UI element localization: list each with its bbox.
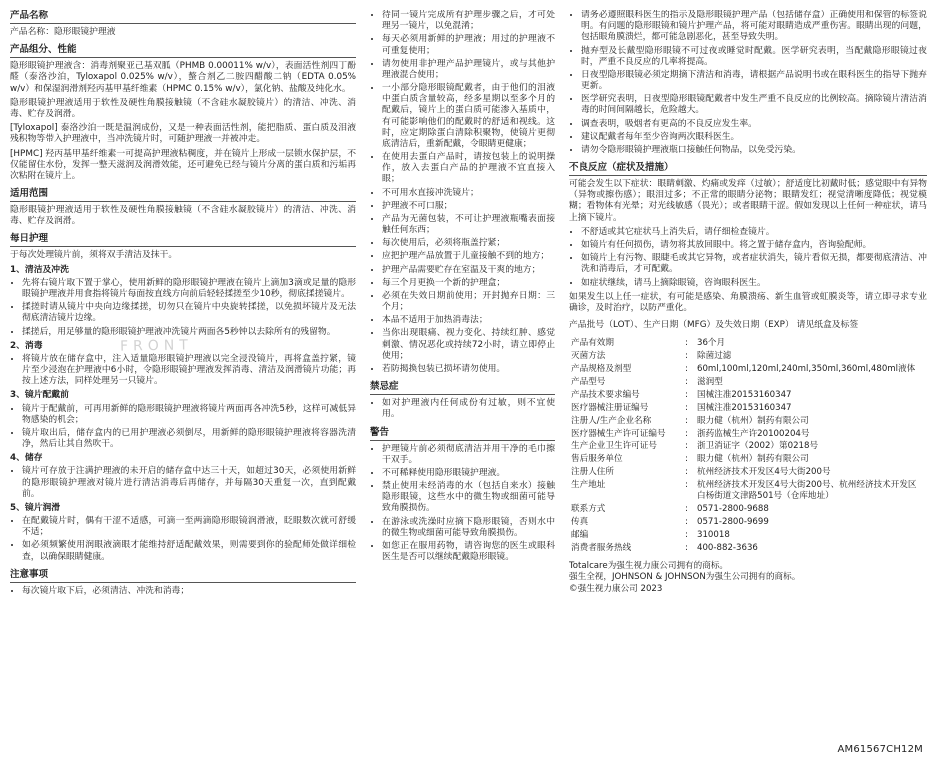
info-separator: :: [685, 454, 688, 465]
info-label: 消费者服务热线: [571, 542, 632, 553]
notes-item-9: • 产品为无菌包装，不可让护理液瓶嘴表面接触任何东西；: [382, 214, 555, 236]
info-label: 传真: [571, 516, 589, 527]
adverse-list: [569, 227, 927, 289]
contraindications-list: [370, 398, 555, 420]
notes-item-15: • 本品不适用于加热消毒法；: [382, 315, 555, 326]
contraindications-item-1: • 如对护理液内任何成份有过敏，则不宜使用。: [382, 398, 555, 420]
info-row: [569, 466, 927, 479]
info-separator: :: [685, 428, 688, 439]
info-label: 灭菌方法: [571, 351, 606, 362]
right-intro-item-5: • 调查表明，吸烟者有更高的不良反应发生率。: [581, 119, 927, 130]
adverse-paragraph: 可能会发生以下症状：眼睛刺激、灼痛或发痒（过敏）；舒适度比初戴时低；感觉眼中有异物（异物或擦伤感）；眼泪过多；不正常的眼睛分泌物；眼睛发红；视觉清晰度降低；视觉模糊；看物体有光晕；对光线敏感（畏光）；或者眼睛干涩。假如发现以上任何一种症状，请马上摘下镜片。: [569, 179, 927, 223]
product-name-title: 产品名称: [10, 10, 356, 24]
step-3-title: 3、镜片配戴前: [10, 390, 69, 401]
info-value: 0571-2800-9688: [697, 503, 769, 514]
contraindications-section: [370, 381, 555, 420]
info-separator: :: [685, 376, 688, 387]
info-value: 浙卫消证字（2002）第0218号: [697, 441, 819, 452]
info-label: 注册人住所: [571, 467, 614, 478]
trademark-section: [569, 561, 927, 596]
info-label: 产品规格及剂型: [571, 364, 632, 374]
insert-columns: [10, 10, 927, 732]
info-separator: :: [685, 467, 688, 478]
info-row: [569, 376, 927, 389]
info-label: 产品有效期: [571, 338, 614, 349]
info-separator: :: [685, 516, 688, 527]
notes-item-8: • 护理液不可口服；: [382, 201, 555, 212]
daily-care-title: 每日护理: [10, 233, 356, 247]
warnings-item-1: • 护理镜片前必须彻底清洁并用干净的毛巾擦干双手。: [382, 444, 555, 466]
left-column: [10, 10, 356, 732]
step-3-list: [10, 404, 356, 451]
trademark-line-1: Totalcare为强生视力康公司拥有的商标。: [569, 560, 729, 571]
info-row: [569, 389, 927, 402]
warnings-item-3: • 禁止使用未经消毒的水（包括自来水）接触隐形眼镜，这些水中的微生物或细菌可能导致角膜损伤。: [382, 481, 555, 515]
usage-section: [10, 188, 356, 227]
info-label: 产品型号: [571, 376, 606, 387]
step-1-item-2: • 揉搓时请从镜片中央向边缘揉搓，切勿只在镜片中央旋转揉搓，以免损坏镜片及无法彻底清洁镜片边缘。: [22, 302, 356, 324]
info-row: [569, 503, 927, 516]
notes-item-5: • 一小部分隐形眼镜配戴者，由于他们的泪液中蛋白质含量较高，经多星期以至多个月的配戴后，镜片上的蛋白质可能渗入基质中，有可能影响他们的配戴时的舒适和视线。这时，应定期除蛋白清除积聚物，使镜片更彻底清洁后，重新配戴，令眼睛更健康；: [382, 83, 555, 150]
info-separator: :: [685, 542, 688, 553]
right-intro-item-3: • 日夜型隐形眼镜必须定期摘下清洁和消毒，请根据产品说明书或在眼科医生的指导下抛弃更新。: [581, 70, 927, 92]
copyright-line: ©强生视力康公司 2023: [569, 583, 663, 594]
right-intro-item-2: • 抛弃型及长戴型隐形眼镜不可过夜或睡觉时配戴。医学研究表明，当配戴隐形眼镜过夜时，严重不良反应的几率将提高。: [581, 46, 927, 68]
notes-list-start: [10, 586, 356, 597]
warnings-list: [370, 444, 555, 564]
info-value: 杭州经济技术开发区4号大街200号: [697, 467, 831, 478]
info-label: 邮编: [571, 529, 589, 540]
step-1-title: 1、清洁及冲洗: [10, 264, 69, 275]
info-row: [569, 542, 927, 555]
document-code: AM61567CH12M: [837, 744, 923, 755]
usage-title: 适用范围: [10, 188, 356, 202]
info-row: [569, 479, 927, 503]
right-intro-list: [569, 10, 927, 156]
info-row: [569, 529, 927, 542]
notes-item-2: • 待同一镜片完成所有护理步骤之后，才可处理另一镜片，以免混淆；: [382, 10, 555, 32]
right-column: [569, 10, 927, 732]
components-text: 隐形眼镜护理液含：消毒剂聚亚己基双胍（PHMB 0.00011% w/v），表面活性剂四丁酚醛（泰洛沙泊，Tyloxapol 0.025% w/v），螯合剂乙二胺四醋酸二钠（EDTA 0.05% w/v）和保湿润滑剂羟丙基甲基纤维素（HPMC 0.15% w/v），氯化钠、盐酸及纯化水。: [10, 61, 357, 94]
step-2-list: [10, 354, 356, 388]
front-watermark: FRONT: [119, 337, 193, 355]
info-separator: :: [685, 338, 688, 349]
info-separator: :: [685, 351, 688, 362]
notes-item-14: • 必须在失效日期前使用；开封抛弃日期：三个月；: [382, 291, 555, 313]
step-1-item-3: • 揉搓后，用足够量的隐形眼镜护理液冲洗镜片两面各5秒钟以去除所有的残留物。: [22, 327, 356, 338]
notes-item-13: • 每三个月更换一个新的护理盒；: [382, 278, 555, 289]
info-row: [569, 440, 927, 453]
right-intro-item-6: • 建议配戴者每年至少咨询两次眼科医生。: [581, 132, 927, 143]
components-note-3: [HPMC] 羟丙基甲基纤维素一可提高护理液粘稠度，并在镜片上形成一层锁水保护层，不仅能留住水份，发挥一整天滋润及润滑效能，还可避免已经与镜片分离的蛋白质和污垢再次粘附在镜片上。: [10, 148, 357, 181]
info-label: 生产企业卫生许可证号: [571, 441, 657, 452]
notes-item-10: • 每次使用后，必须将瓶盖拧紧；: [382, 238, 555, 249]
info-row: [569, 428, 927, 441]
daily-care-section: [10, 233, 356, 562]
warnings-item-4: • 在游泳或洗澡时应摘下隐形眼镜，否则水中的微生物或细菌可能导致角膜损伤。: [382, 517, 555, 539]
info-value: 国械注准20153160347: [697, 402, 792, 413]
info-separator: :: [685, 529, 688, 540]
warnings-section: [370, 427, 555, 564]
info-row: [569, 453, 927, 466]
step-3-item-1: • 镜片于配戴前，可再用新鲜的隐形眼镜护理液将镜片两面再各冲洗5秒，这样可减低异物感染的机会；: [22, 404, 356, 426]
step-2-title: 2、消毒: [10, 340, 43, 351]
adverse-item-4: • 如症状继续，请马上摘除眼镜，咨询眼科医生。: [581, 278, 927, 289]
notes-item-4: • 请勿使用非护理产品护理镜片，或与其他护理液混合使用；: [382, 59, 555, 81]
info-separator: :: [685, 480, 688, 491]
info-value: 60ml,100ml,120ml,240ml,350ml,360ml,480ml液体: [697, 364, 916, 374]
info-value: 国械注准20153160347: [697, 389, 792, 400]
info-row: [569, 337, 927, 350]
info-separator: :: [685, 402, 688, 413]
info-label: 注册人/生产企业名称: [571, 415, 652, 426]
notes-item-6: • 在使用去蛋白产品时，请按包装上的说明操作，放入去蛋白产品的护理液不宜直接入眼；: [382, 152, 555, 186]
batch-note: 产品批号（LOT）、生产日期（MFG）及失效日期（EXP） 请见纸盒及标签: [569, 320, 859, 331]
info-value: 杭州经济技术开发区4号大街200号、杭州经济技术开发区白杨街道文津路501号（仓库地址）: [697, 480, 917, 502]
notes-item-17: • 若防揭换包装已损坏请勿使用。: [382, 364, 555, 375]
step-5-item-1: • 在配戴镜片时，偶有干涩不适感，可滴一至两滴隐形眼镜润滑液，眨眼数次就可舒缓不适；: [22, 516, 356, 538]
info-label: 生产地址: [571, 480, 606, 491]
info-value: 滋润型: [697, 376, 723, 387]
batch-info-section: [569, 320, 927, 555]
step-5-list: [10, 516, 356, 563]
product-name-text: 产品名称：隐形眼镜护理液: [10, 27, 116, 38]
notes-section: [10, 569, 356, 597]
right-intro-item-7: • 请勿令隐形眼镜护理液瓶口接触任何物品，以免受污染。: [581, 145, 927, 156]
notes-item-11: • 应把护理产品放置于儿童接触不到的地方；: [382, 251, 555, 262]
adverse-item-1: • 不舒适或其它症状马上消失后，请仔细检查镜片。: [581, 227, 927, 238]
components-section: [10, 44, 356, 182]
product-name-section: [10, 10, 356, 38]
step-4-list: [10, 466, 356, 500]
step-2-item-1: • 将镜片放在储存盒中，注入适量隐形眼镜护理液以完全浸没镜片，再将盒盖拧紧，镜片至少浸泡在护理液中6小时，令隐形眼镜护理液发挥消毒、清洁及润滑镜片功能；再按上述方法，同样处理另一只镜片。: [22, 354, 356, 388]
info-separator: :: [685, 364, 688, 374]
step-1-item-1: • 先将右镜片取下置于掌心，使用新鲜的隐形眼镜护理液在镜片上滴加3滴或足量的隐形眼镜护理液并用食指将镜片每面按直线方向前后轻轻揉搓至少10秒，彻底揉搓镜片。: [22, 278, 356, 300]
step-5-item-2: • 如必须频繁使用润眼液滴眼才能维持舒适配戴效果，则需要到你的验配师处做详细检查，以确保眼睛健康。: [22, 540, 356, 562]
warnings-title: 警告: [370, 427, 555, 441]
info-label: 医疗器械注册证编号: [571, 402, 649, 413]
info-label: 联系方式: [571, 503, 606, 514]
notes-item-3: • 每天必须用新鲜的护理液；用过的护理液不可重复使用；: [382, 34, 555, 56]
notes-list-continued: [370, 10, 555, 375]
info-value: 0571-2800-9699: [697, 516, 769, 527]
warnings-item-5: • 如您正在服用药物，请咨询您的医生或眼科医生是否可以继续配戴隐形眼镜。: [382, 541, 555, 563]
adverse-item-3: • 如镜片上有污物、眼睫毛或其它异物，或者症状消失，镜片看似无损，都要彻底清洁、冲洗和消毒后，才可配戴。: [581, 253, 927, 275]
components-note-2: [Tyloxapol] 泰洛沙泊一既是温润成份，又是一种表面活性剂，能把脂质、蛋白质及泪液残积物等带入护理液中，当冲洗镜片时，可随护理液一并被冲走。: [10, 123, 357, 145]
info-label: 售后服务单位: [571, 454, 623, 465]
components-note-1: 隐形眼镜护理液适用于软性及硬性角膜接触镜（不含硅水凝胶镜片）的清洁、冲洗、消毒、贮存及润滑。: [10, 97, 357, 119]
info-row: [569, 516, 927, 529]
step-4-title: 4、储存: [10, 453, 43, 464]
info-separator: :: [685, 415, 688, 426]
notes-item-7: • 不可用水直接冲洗镜片；: [382, 188, 555, 199]
warnings-item-2: • 不可稀释使用隐形眼镜护理液。: [382, 468, 555, 479]
info-row: [569, 363, 927, 376]
step-4-item-1: • 镜片可存放于注满护理液的未开启的储存盒中达三十天，如超过30天，必须使用新鲜的隐形眼镜护理液对镜片进行清洁消毒后再储存，并每隔30天重复一次，直到配戴前。: [22, 466, 356, 500]
notes-item-1: • 每次镜片取下后，必须清洁、冲洗和消毒；: [22, 586, 356, 597]
daily-care-intro: 于每次处理镜片前，须将双手清洁及抹干。: [10, 250, 178, 261]
adverse-followup: 如果发生以上任一症状，有可能是感染、角膜溃疡、新生血管或虹膜炎等，请立即寻求专业确诊，及时治疗，以防严重化。: [569, 291, 927, 313]
info-row: [569, 350, 927, 363]
trademark-line-2: 强生全视，JOHNSON & JOHNSON为强生公司拥有的商标。: [569, 572, 801, 583]
step-1-list: [10, 278, 356, 338]
right-intro-item-1: • 请务必遵照眼科医生的指示及隐形眼镜护理产品（包括储存盒）正确使用和保管的标签说明。有问题的隐形眼镜和镜片护理产品，将可能对眼睛造成严重伤害。眼睛出现的问题，包括眼角膜溃烂，都可能急剧恶化，甚至导致失明。: [581, 10, 927, 44]
info-row: [569, 415, 927, 428]
right-intro-section: [569, 10, 927, 156]
notes-continued-section: [370, 10, 555, 375]
info-label: 产品技术要求编号: [571, 389, 640, 400]
notes-item-16: • 当你出现眼痛、视力变化、持续红肿、感觉刺激、情况恶化或持续72小时，请立即停止使用；: [382, 328, 555, 362]
info-label: 医疗器械生产许可证编号: [571, 428, 666, 439]
usage-text: 隐形眼镜护理液适用于软性及硬性角膜接触镜（不含硅水凝胶镜片）的清洁、冲洗、消毒、贮存及润滑。: [10, 205, 357, 227]
info-value: 眼力健（杭州）制药有限公司: [697, 454, 809, 465]
adverse-item-2: • 如镜片有任何损伤，请勿将其放回眼中。将之置于储存盒内，咨询验配师。: [581, 240, 927, 251]
step-3-item-2: • 镜片取出后，储存盒内的已用护理液必须倒尽，用新鲜的隐形眼镜护理液将容器洗清净，然后让其自然吹干。: [22, 428, 356, 450]
components-title: 产品组分、性能: [10, 44, 356, 58]
notes-item-12: • 护理产品需要贮存在室温及干爽的地方；: [382, 265, 555, 276]
adverse-section: [569, 162, 927, 314]
adverse-title: 不良反应（症状及措施）: [569, 162, 927, 176]
info-value: 除菌过滤: [697, 351, 732, 362]
info-value: 浙药监械生产许20100204号: [697, 428, 810, 439]
info-value: 310018: [697, 529, 730, 540]
info-value: 眼力健（杭州）制药有限公司: [697, 415, 809, 426]
contraindications-title: 禁忌症: [370, 381, 555, 395]
info-value: 400-882-3636: [697, 542, 758, 553]
info-row: [569, 402, 927, 415]
info-separator: :: [685, 503, 688, 514]
middle-column: [370, 10, 555, 732]
info-separator: :: [685, 389, 688, 400]
info-separator: :: [685, 441, 688, 452]
step-5-title: 5、镜片润滑: [10, 502, 61, 513]
product-info-table: [569, 337, 927, 554]
right-intro-item-4: • 医学研究表明，日夜型隐形眼镜配戴者中发生严重不良反应的比例较高。摘除镜片清洁消毒的时间间隔越长，危险越大。: [581, 94, 927, 116]
info-value: 36个月: [697, 338, 726, 349]
notes-title: 注意事项: [10, 569, 356, 583]
